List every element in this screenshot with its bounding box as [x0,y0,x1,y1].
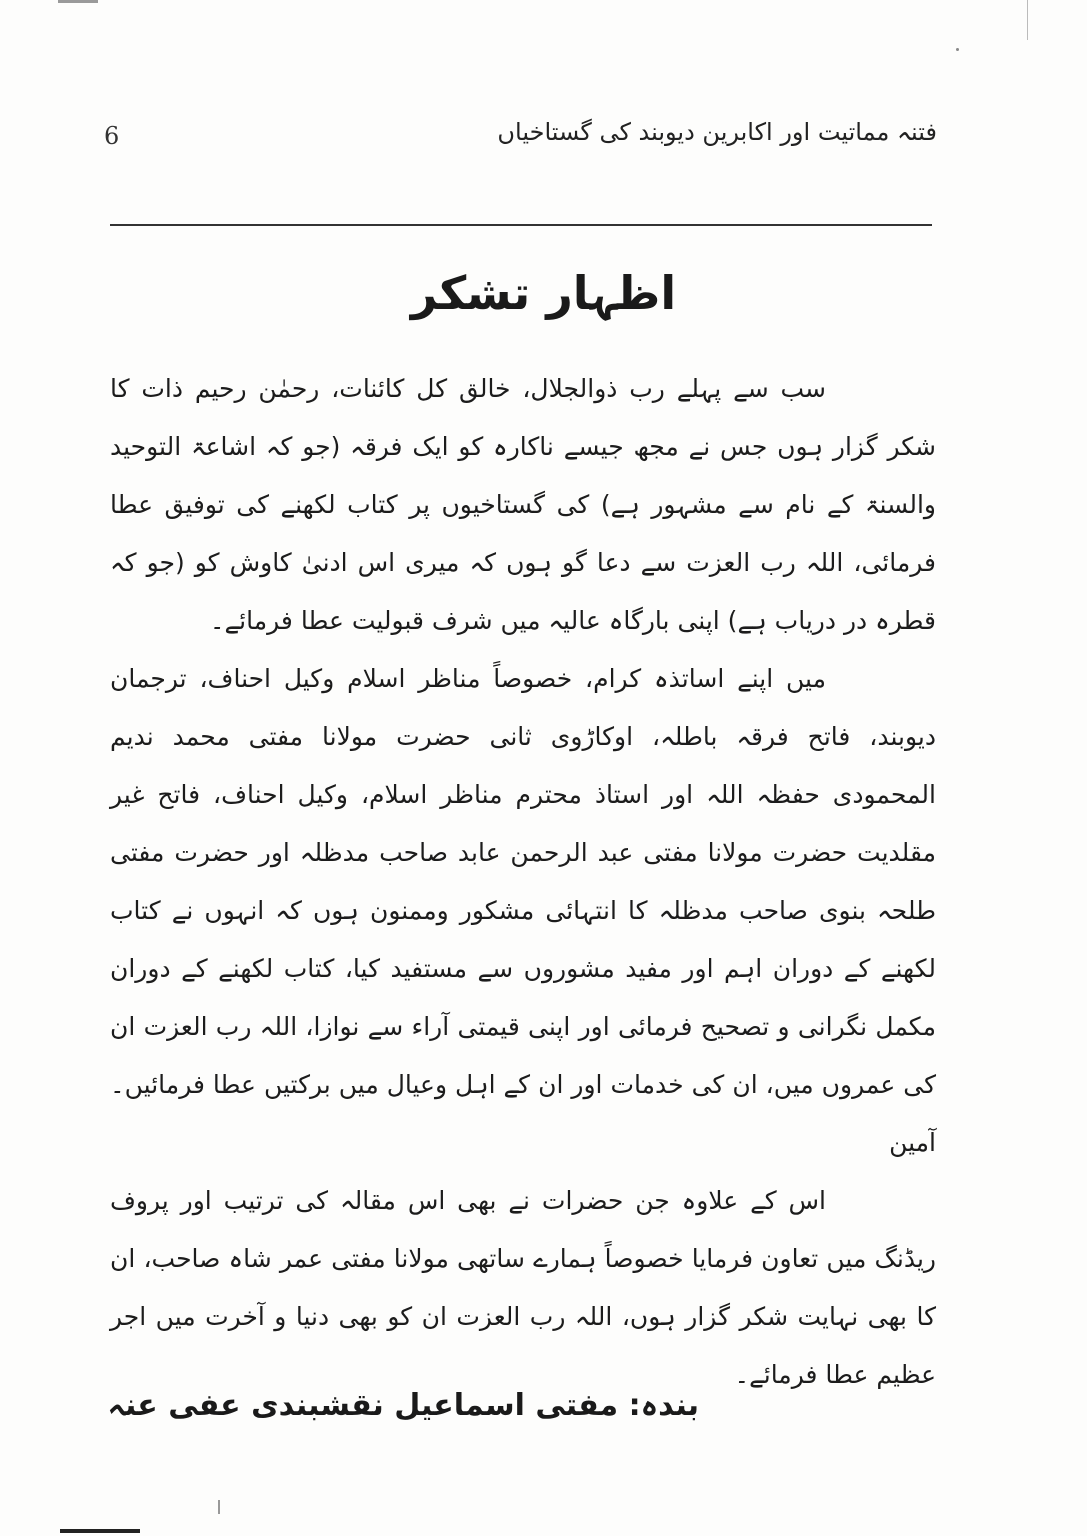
page-number: 6 [104,122,120,150]
scan-speck [956,48,959,51]
paragraph-1: سب سے پہلے رب ذوالجلال، خالق کل کائنات، رحمٰن رحیم ذات کا شکر گزار ہوں جس نے مجھ جیسے ناکارہ کو ایک فرقہ (جو کہ اشاعۃ التوحید والسنۃ کے نام سے مشہور ہے) کی گستاخیوں پر کتاب لکھنے کی توفیق عطا فرمائی، اللہ رب العزت سے دعا گو ہوں کہ میری اس ادنیٰ کاوش کو (جو کہ قطرہ در دریاب ہے) اپنی بارگاہ عالیہ میں شرف قبولیت عطا فرمائے۔ [110,374,936,635]
running-header: فتنہ مماتیت اور اکابرین دیوبند کی گستاخیاں [497,118,937,146]
scan-edge-line [1027,0,1028,40]
paragraph-3: اس کے علاوہ جن حضرات نے بھی اس مقالہ کی ترتیب اور پروف ریڈنگ میں تعاون فرمایا خصوصاً ہمارے ساتھی مولانا مفتی عمر شاہ صاحب، ان کا بھی نہایت شکر گزار ہوں، اللہ رب العزت ان کو بھی دنیا و آخرت میں اجر عظیم عطا فرمائے۔ [110,1186,936,1389]
scan-speck [218,1500,220,1514]
body-text [110,360,936,1404]
signature: بندہ: مفتی اسماعیل نقشبندی عفی عنہ [107,1388,699,1423]
paragraph-2: میں اپنے اساتذہ کرام، خصوصاً مناظر اسلام وکیل احناف، ترجمان دیوبند، فاتح فرقہ باطلہ، اوکاڑوی ثانی حضرت مولانا مفتی محمد ندیم المحمودی حفظہ اللہ اور استاذ محترم مناظر اسلام، وکیل احناف، فاتح غیر مقلدیت حضرت مولانا مفتی عبد الرحمن عابد صاحب مدظلہ اور حضرت مفتی طلحہ بنوی صاحب مدظلہ کا انتہائی مشکور وممنون ہوں کہ انہوں نے کتاب لکھنے کے دوران اہم اور مفید مشوروں سے مستفید کیا، کتاب لکھنے کے دوران مکمل نگرانی و تصحیح فرمائی اور اپنی قیمتی آراء سے نوازا، اللہ رب العزت ان کی عمروں میں، ان کی خدمات اور ان کے اہل وعیال میں برکتیں عطا فرمائیں۔ آمین [110,664,936,1157]
scan-mark-bottom [60,1529,140,1533]
page-title: اظہار تشکر [410,266,677,320]
header-rule [110,224,932,226]
scan-mark-top [58,0,98,3]
